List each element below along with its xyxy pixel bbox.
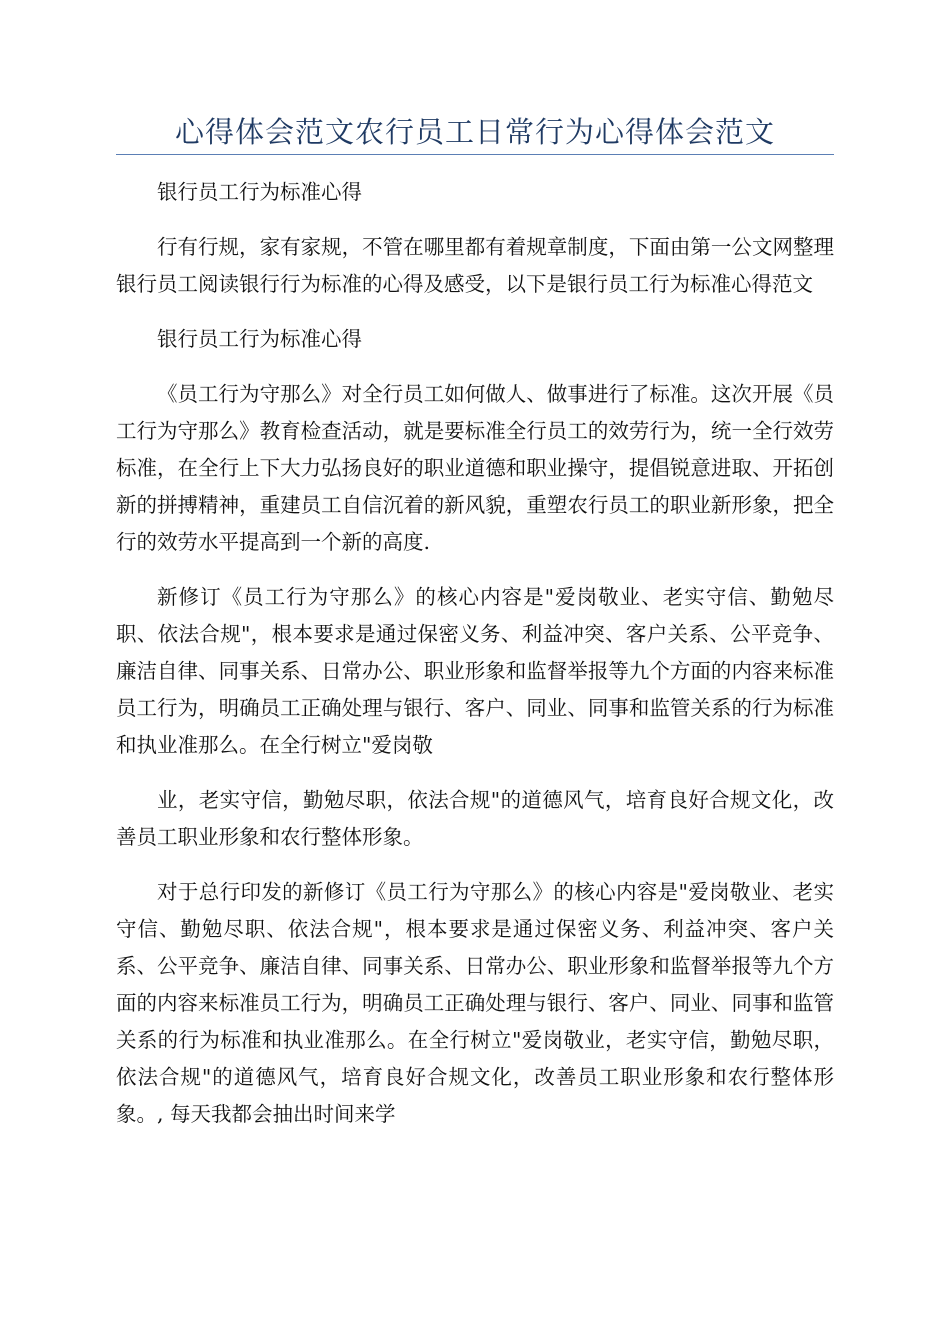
paragraph-head-office: 对于总行印发的新修订《员工行为守那么》的核心内容是"爱岗敬业、老实守信、勤勉尽职、依法合规"，根本要求是通过保密义务、利益冲突、客户关系、公平竞争、廉洁自律、同事关系、日常办公、职业形象和监督举报等九个方面的内容来标准员工行为，明确员工正确处理与银行、客户、同业、同事和监管关系的行为标准和执业准那么。在全行树立"爱岗敬业，老实守信，勤勉尽职，依法合规"的道德风气，培育良好合规文化，改善员工职业形象和农行整体形象。, 每天我都会抽出时间来学 — [116, 880, 834, 1126]
title-underline — [116, 154, 834, 155]
paragraph-heading-1: 银行员工行为标准心得 — [157, 180, 362, 204]
document-body — [116, 174, 834, 1151]
document-title: 心得体会范文农行员工日常行为心得体会范文 — [174, 115, 775, 149]
paragraph-continuation: 业，老实守信，勤勉尽职，依法合规"的道德风气，培育良好合规文化，改善员工职业形象和农行整体形象。 — [116, 788, 834, 849]
paragraph-code-of-conduct: 《员工行为守那么》对全行员工如何做人、做事进行了标准。这次开展《员工行为守那么》教育检查活动，就是要标准全行员工的效劳行为，统一全行效劳标准，在全行上下大力弘扬良好的职业道德和职业操守，提倡锐意进取、开拓创新的拼搏精神，重建员工自信沉着的新风貌，重塑农行员工的职业新形象，把全行的效劳水平提高到一个新的高度. — [116, 382, 834, 554]
paragraph-heading-2: 银行员工行为标准心得 — [157, 327, 362, 351]
paragraph-core-content: 新修订《员工行为守那么》的核心内容是"爱岗敬业、老实守信、勤勉尽职、依法合规"，根本要求是通过保密义务、利益冲突、客户关系、公平竞争、廉洁自律、同事关系、日常办公、职业形象和监督举报等九个方面的内容来标准员工行为，明确员工正确处理与银行、客户、同业、同事和监管关系的行为标准和执业准那么。在全行树立"爱岗敬 — [116, 585, 834, 757]
paragraph-intro: 行有行规，家有家规，不管在哪里都有着规章制度，下面由第一公文网整理银行员工阅读银行行为标准的心得及感受，以下是银行员工行为标准心得范文 — [116, 235, 834, 296]
